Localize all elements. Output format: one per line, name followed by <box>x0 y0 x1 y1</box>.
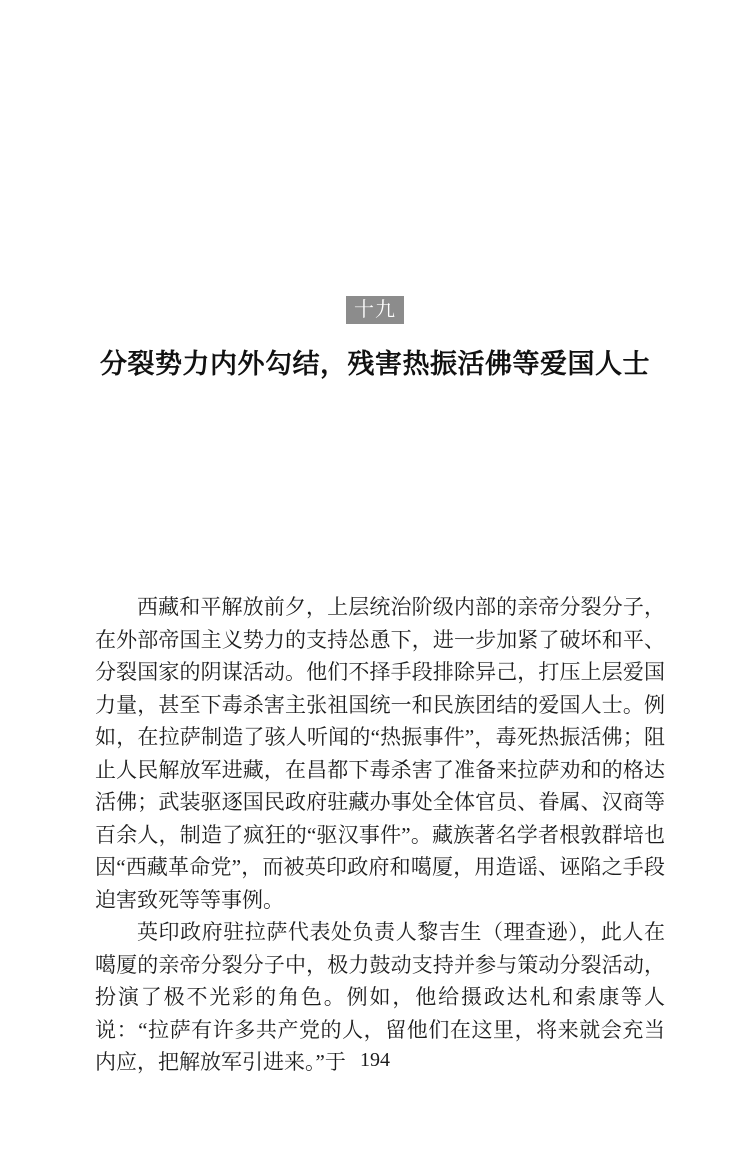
chapter-number-badge: 十九 <box>346 296 404 324</box>
chapter-badge-row <box>0 296 750 324</box>
page-number: 194 <box>360 1049 390 1071</box>
body-text <box>95 591 665 1079</box>
paragraph-2: 英印政府驻拉萨代表处负责人黎吉生（理查逊），此人在噶厦的亲帝分裂分子中，极力鼓动支持并参与策动分裂活动，扮演了极不光彩的角色。例如，他给摄政达札和索康等人说：“拉萨有许多共产党的人，留他们在这里，将来就会充当内应，把解放军引进来。”于 <box>95 920 665 1074</box>
chapter-title: 分裂势力内外勾结，残害热振活佛等爱国人士 <box>100 349 650 379</box>
paragraph-1: 西藏和平解放前夕，上层统治阶级内部的亲帝分裂分子，在外部帝国主义势力的支持怂恿下，进一步加紧了破坏和平、分裂国家的阴谋活动。他们不择手段排除异己，打压上层爱国力量，甚至下毒杀害主张祖国统一和民族团结的爱国人士。例如，在拉萨制造了骇人听闻的“热振事件”，毒死热振活佛；阻止人民解放军进藏，在昌都下毒杀害了准备来拉萨劝和的格达活佛；武装驱逐国民政府驻藏办事处全体官员、眷属、汉商等百余人，制造了疯狂的“驱汉事件”。藏族著名学者根敦群培也因“西藏革命党”，而被英印政府和噶厦，用造谣、诬陷之手段迫害致死等等事例。 <box>95 595 665 912</box>
